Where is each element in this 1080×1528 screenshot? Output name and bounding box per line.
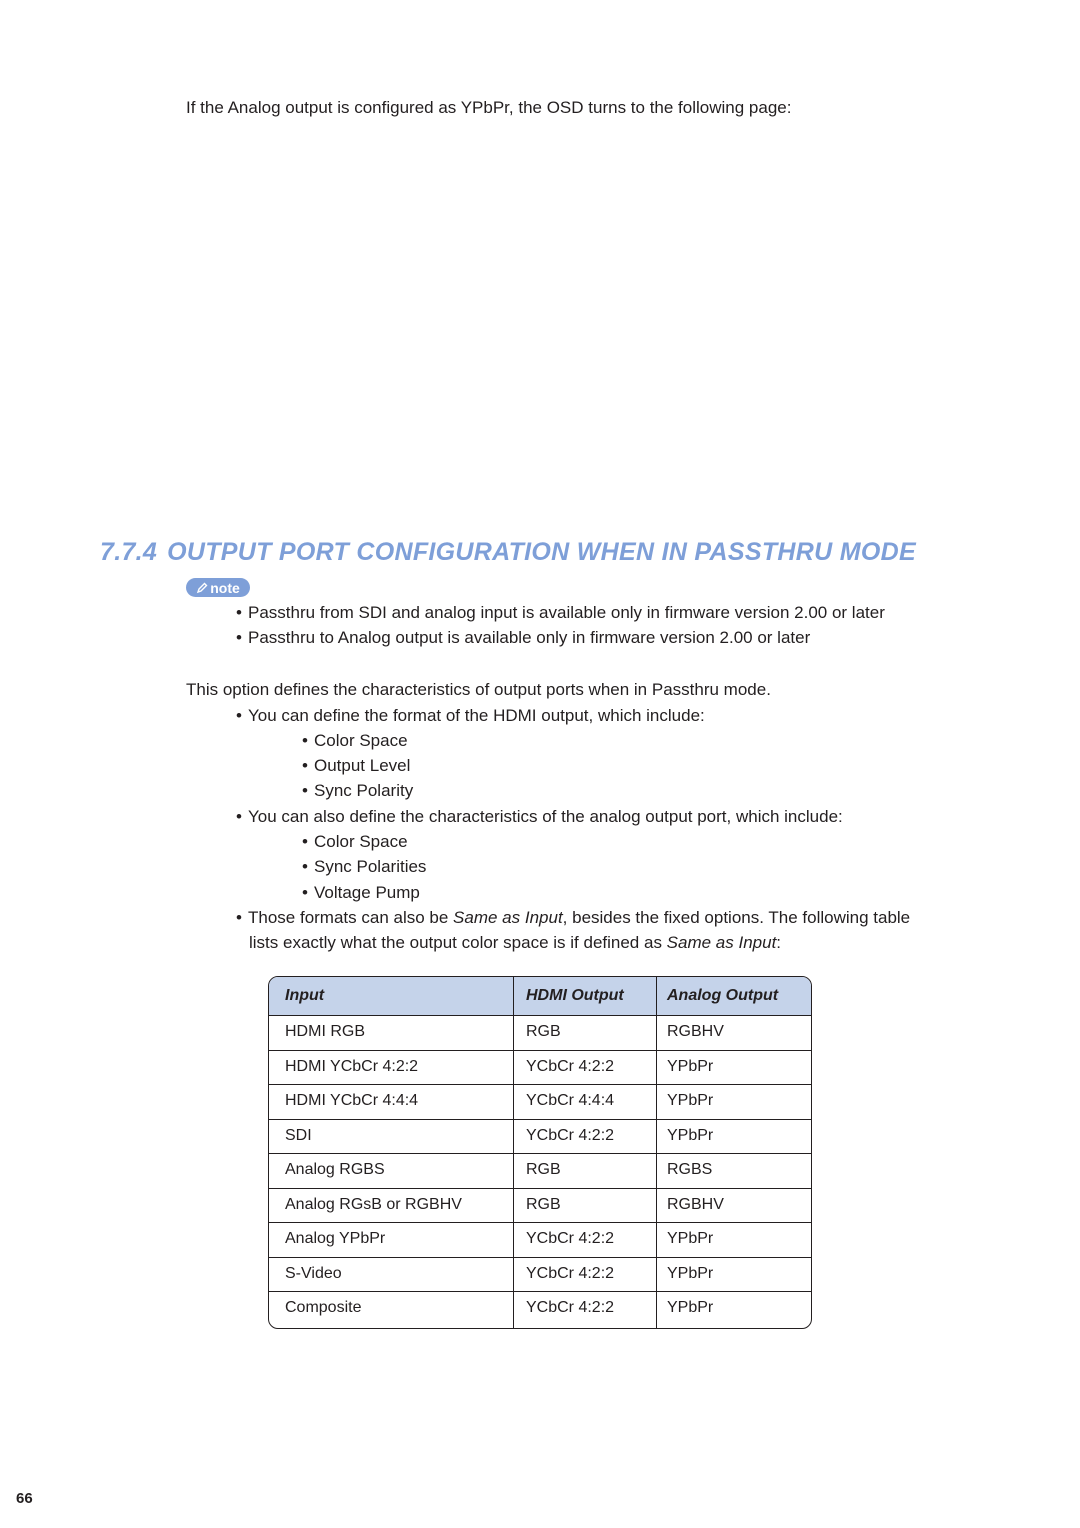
section-number: 7.7.4 — [100, 538, 158, 566]
table-row — [269, 1084, 811, 1118]
section-heading — [100, 538, 916, 567]
table-row — [269, 1050, 811, 1084]
header-analog-output: Analog Output — [667, 987, 779, 1004]
table-cell: RGBHV — [667, 1195, 724, 1213]
note-item: • Passthru to Analog output is available only in firmware version 2.00 or later — [236, 628, 811, 647]
analog-item: • Sync Polarities — [302, 857, 427, 876]
table-cell: YCbCr 4:4:4 — [526, 1092, 615, 1109]
table-cell: YPbPr — [667, 1230, 714, 1247]
table-cell: SDI — [285, 1126, 312, 1144]
table-cell: RGBS — [667, 1161, 713, 1178]
same-as-input-bullet: • Those formats can also be Same as Input, besides the fixed options. The following table — [236, 908, 911, 927]
hdmi-item: • Output Level — [302, 756, 411, 775]
table-cell: Composite — [285, 1299, 362, 1316]
table-cell: YPbPr — [667, 1092, 714, 1109]
header-input: Input — [285, 987, 325, 1004]
analog-item: • Color Space — [302, 832, 408, 851]
table-cell: YPbPr — [667, 1264, 714, 1282]
note-item: • Passthru from SDI and analog input is available only in firmware version 2.00 or later — [236, 603, 885, 622]
analog-item: • Voltage Pump — [302, 883, 420, 902]
intro-paragraph: If the Analog output is configured as YPbPr, the OSD turns to the following page: — [186, 98, 792, 117]
same-as-input-bullet-cont: lists exactly what the output color space is if defined as Same as Input: — [249, 933, 782, 952]
section-title: OUTPUT PORT CONFIGURATION WHEN IN PASSTHRU MODE — [167, 538, 916, 566]
table-row — [269, 1257, 811, 1291]
table-cell: HDMI YCbCr 4:2:2 — [285, 1057, 419, 1075]
table-cell: RGBHV — [667, 1023, 724, 1040]
note-badge — [186, 578, 250, 597]
table-row — [269, 1119, 811, 1153]
table-cell: Analog YPbPr — [285, 1230, 386, 1247]
table-row — [269, 1153, 811, 1187]
table-header — [269, 977, 811, 1015]
table-cell: HDMI RGB — [285, 1023, 365, 1040]
table-cell: YPbPr — [667, 1299, 714, 1316]
table-row — [269, 1222, 811, 1256]
table-cell: S-Video — [285, 1264, 342, 1282]
table-cell: YCbCr 4:2:2 — [526, 1230, 615, 1247]
table-cell: YPbPr — [667, 1126, 714, 1144]
note-label: note — [210, 579, 240, 596]
table-cell: Analog RGBS — [285, 1161, 385, 1178]
body-paragraph: This option defines the characteristics of output ports when in Passthru mode. — [186, 680, 771, 699]
table-cell: YCbCr 4:2:2 — [526, 1057, 615, 1075]
table-cell: YPbPr — [667, 1057, 714, 1075]
pencil-icon — [196, 582, 208, 594]
table-cell: RGB — [526, 1161, 561, 1178]
hdmi-bullet: • You can define the format of the HDMI output, which include: — [236, 706, 705, 725]
table-row — [269, 1188, 811, 1222]
table-row — [269, 1291, 811, 1325]
header-hdmi-output: HDMI Output — [526, 987, 624, 1004]
table-cell: YCbCr 4:2:2 — [526, 1264, 615, 1282]
hdmi-item: • Color Space — [302, 731, 408, 750]
table-cell: RGB — [526, 1195, 561, 1213]
table-cell: HDMI YCbCr 4:4:4 — [285, 1092, 419, 1109]
analog-bullet: • You can also define the characteristics of the analog output port, which include: — [236, 807, 843, 826]
table-cell: YCbCr 4:2:2 — [526, 1126, 615, 1144]
passthru-table — [268, 976, 812, 1329]
page-number: 66 — [16, 1490, 33, 1507]
table-row — [269, 1015, 811, 1049]
hdmi-item: • Sync Polarity — [302, 781, 414, 800]
table-cell: YCbCr 4:2:2 — [526, 1299, 615, 1316]
table-cell: RGB — [526, 1023, 561, 1040]
table-cell: Analog RGsB or RGBHV — [285, 1195, 462, 1213]
